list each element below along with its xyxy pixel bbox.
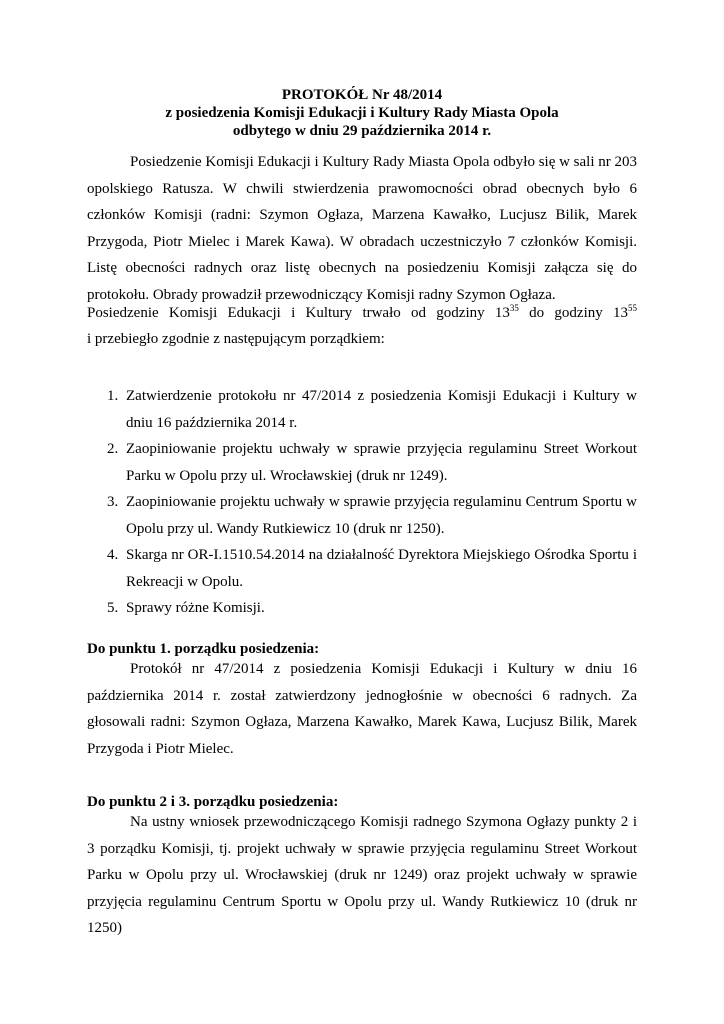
agenda-item <box>87 489 637 542</box>
session-order-line: i przebiegło zgodnie z następującym porządkiem: <box>87 331 385 347</box>
agenda-item-text: Zatwierdzenie protokołu nr 47/2014 z posiedzenia Komisji Edukacji i Kultury w dniu 16 października 2014 r. <box>126 388 637 431</box>
end-time-minutes: 55 <box>628 303 638 313</box>
agenda-item-number: 5. <box>107 600 119 616</box>
agenda-list <box>87 383 637 622</box>
session-time-line <box>87 300 637 327</box>
agenda-item-text: Skarga nr OR-I.1510.54.2014 na działalność Dyrektora Miejskiego Ośrodka Sportu i Rekreacji w Opolu. <box>126 547 637 590</box>
agenda-item-number: 3. <box>107 494 119 510</box>
document-title <box>0 86 724 140</box>
agenda-item <box>87 436 637 489</box>
section-2-heading: Do punktu 2 i 3. porządku posiedzenia: <box>87 794 339 810</box>
start-time-minutes: 35 <box>509 303 519 313</box>
title-line-2: z posiedzenia Komisji Edukacji i Kultury Rady Miasta Opola <box>165 105 559 121</box>
agenda-item-text: Sprawy różne Komisji. <box>126 600 265 616</box>
section-2-text: Na ustny wniosek przewodniczącego Komisji radnego Szymona Ogłazy punkty 2 i 3 porządku Komisji, tj. projekt uchwały w sprawie przyjęcia regulaminu Street Workout Parku w Opolu przy ul. Wrocławskiej (druk nr 1249) oraz projekt uchwały w sprawie przyjęcia regulaminu Centrum Sportu w Opolu przy ul. Wandy Rutkiewicz 10 (druk nr 1250) <box>87 814 637 936</box>
agenda-item-number: 4. <box>107 547 119 563</box>
agenda-item-number: 2. <box>107 441 119 457</box>
agenda-item <box>87 383 637 436</box>
agenda-item-number: 1. <box>107 388 119 404</box>
intro-paragraph: Posiedzenie Komisji Edukacji i Kultury Rady Miasta Opola odbyło się w sali nr 203 opolskiego Ratusza. W chwili stwierdzenia prawomocności obrad obecnych było 6 członków Komisji (radni: Szymon Ogłaza, Marzena Kawałko, Lucjusz Bilik, Marek Przygoda, Piotr Mielec i Marek Kawa). W obradach uczestniczyło 7 członków Komisji. Listę obecności radnych oraz listę obecnych na posiedzeniu Komisji załącza się do protokołu. Obrady prowadził przewodniczący Komisji radny Szymon Ogłaza. <box>87 154 638 303</box>
title-line-3: odbytego w dniu 29 października 2014 r. <box>232 123 492 139</box>
agenda-item <box>87 595 637 622</box>
agenda-item <box>87 542 637 595</box>
session-time-text-mid: do godziny 13 <box>518 305 629 321</box>
session-time-text-start: Posiedzenie Komisji Edukacji i Kultury trwało od godziny 13 <box>87 305 510 321</box>
agenda-item-text: Zaopiniowanie projektu uchwały w sprawie przyjęcia regulaminu Centrum Sportu w Opolu przy ul. Wandy Rutkiewicz 10 (druk nr 1250). <box>126 494 637 537</box>
section-1-heading: Do punktu 1. porządku posiedzenia: <box>87 641 320 657</box>
title-line-1: PROTOKÓŁ Nr 48/2014 <box>281 87 443 103</box>
agenda-item-text: Zaopiniowanie projektu uchwały w sprawie przyjęcia regulaminu Street Workout Parku w Opolu przy ul. Wrocławskiej (druk nr 1249). <box>126 441 637 484</box>
section-1-text: Protokół nr 47/2014 z posiedzenia Komisji Edukacji i Kultury w dniu 16 października 2014 r. został zatwierdzony jednogłośnie w obecności 6 radnych. Za głosowali radni: Szymon Ogłaza, Marzena Kawałko, Marek Kawa, Lucjusz Bilik, Marek Przygoda i Piotr Mielec. <box>87 661 637 757</box>
